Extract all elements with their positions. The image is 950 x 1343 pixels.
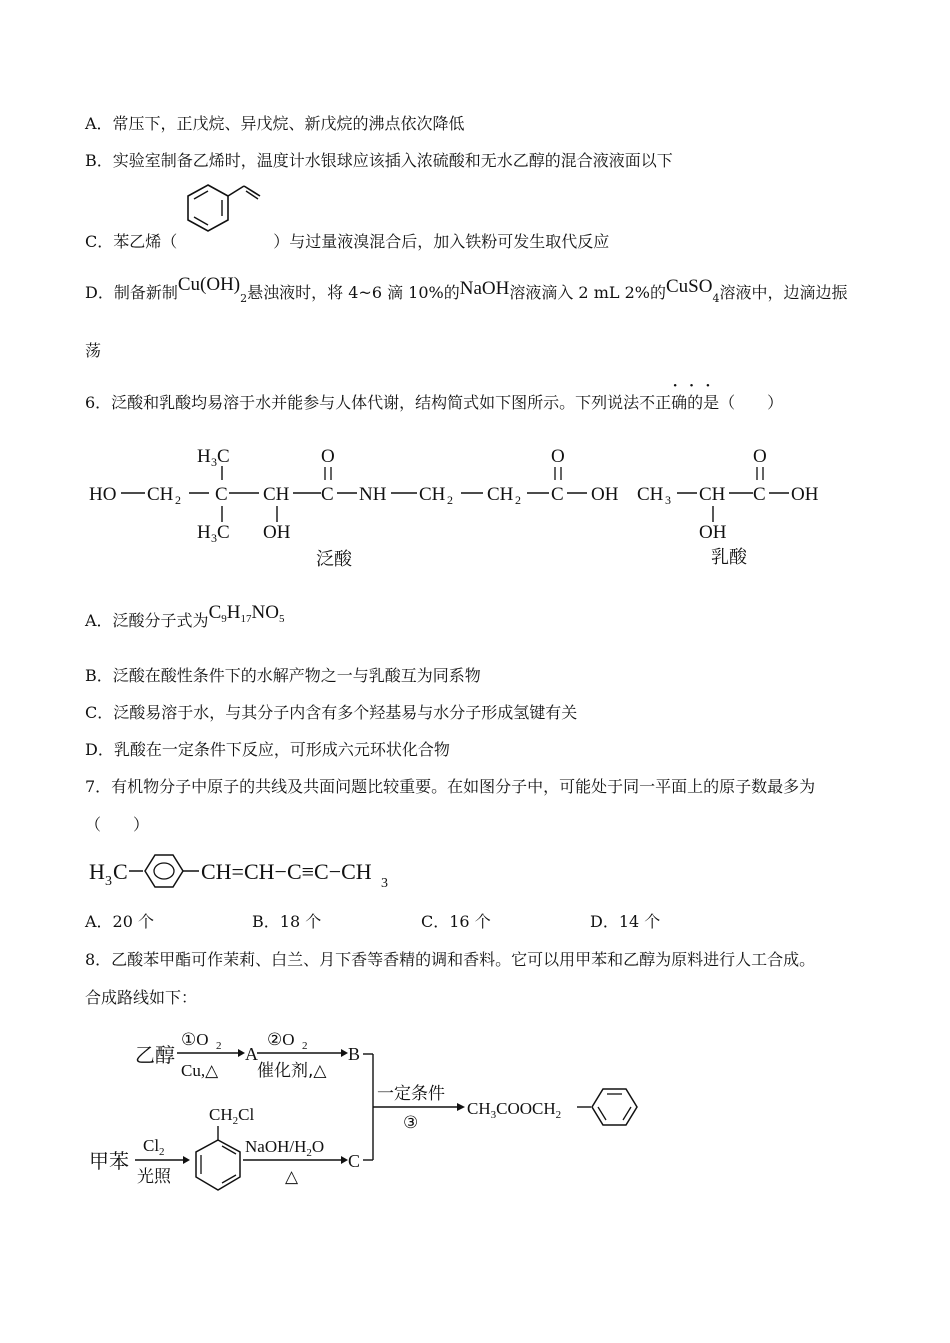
svg-text:2: 2 <box>515 493 521 507</box>
svg-text:C: C <box>217 522 230 543</box>
step3-marker: ③ <box>403 1113 419 1132</box>
q5-option-c <box>85 232 609 252</box>
compound-b: B <box>348 1044 361 1064</box>
svg-text:CH: CH <box>147 484 174 505</box>
q5-option-c-prefix: C．苯乙烯（ <box>85 232 178 251</box>
svg-text:CH: CH <box>699 484 726 505</box>
q5-option-d: D．制备新制$Cu(OH)_2$悬浊液时，将 4~6 滴 10%的NaOH溶液滴入 2 mL 2%的CuSO$_4$溶液中，边滴边振 <box>85 274 848 305</box>
svg-text:OH: OH <box>791 484 819 505</box>
q5-option-c-suffix: ）与过量液溴混合后，加入铁粉可发生取代反应 <box>273 232 610 251</box>
q6-option-a-text: A．泛酸分子式为 <box>85 611 209 630</box>
ch2cl-group: $CH_2Cl$ <box>209 1105 255 1127</box>
compound-c: C <box>348 1151 361 1171</box>
step1-reagent: ①O <box>181 1030 209 1049</box>
svg-text:CH: CH <box>263 484 290 505</box>
pantothenic-formula: $C_9H_{17}NO_5$ <box>208 602 285 625</box>
q7-option-d: D．14 个 <box>590 912 661 931</box>
q5-option-d-text-2: 悬浊液时，将 4~6 滴 10%的 <box>247 283 460 302</box>
svg-text:3: 3 <box>105 874 112 889</box>
q8-synthesis-route <box>85 1020 665 1210</box>
chlorine-reagent: Cl <box>143 1136 160 1155</box>
svg-text:O: O <box>551 446 565 467</box>
svg-text:C: C <box>113 859 128 884</box>
q8-stem-2: 合成路线如下： <box>85 988 198 1007</box>
step1-condition: Cu,△ <box>181 1061 219 1080</box>
q6-option-c: C．泛酸易溶于水，与其分子内含有多个羟基易与水分子形成氢键有关 <box>85 703 578 722</box>
toluene-label: 甲苯 <box>89 1151 129 1173</box>
svg-text:CH: CH <box>419 484 446 505</box>
q6-stem: 6．泛酸和乳酸均易溶于水并能参与人体代谢，结构简式如下图所示。下列说法不正确的是（ ） <box>85 393 784 412</box>
compound-a: A <box>245 1044 258 1064</box>
q7-stem: 7．有机物分子中原子的共线及共面问题比较重要。在如图分子中，可能处于同一平面上的原子数最多为 <box>85 777 816 796</box>
styrene-structure-icon <box>178 180 278 242</box>
svg-text:C: C <box>321 484 334 505</box>
svg-text:O: O <box>753 446 767 467</box>
svg-text:OH: OH <box>591 484 619 505</box>
q5-option-d-text-1: D．制备新制 <box>85 283 178 302</box>
svg-text:3: 3 <box>211 531 217 545</box>
q5-option-a: A．常压下，正戊烷、异戊烷、新戊烷的沸点依次降低 <box>85 114 465 133</box>
q5-option-b: B．实验室制备乙烯时，温度计水银球应该插入浓硫酸和无水乙醇的混合液液面以下 <box>85 151 673 170</box>
q5-option-d-text-4: 溶液中，边滴边振 <box>719 283 848 302</box>
step2-reagent: ②O <box>267 1030 295 1049</box>
label-lactic-acid: 乳酸 <box>711 547 747 568</box>
svg-text:C: C <box>551 484 564 505</box>
q7-molecule-structure <box>85 845 415 895</box>
q7-option-a: A．20 个 <box>85 912 155 931</box>
q5-option-d-cont: 荡 <box>85 341 102 360</box>
svg-text:2: 2 <box>159 1146 165 1158</box>
light-condition: 光照 <box>137 1167 171 1187</box>
svg-text:C: C <box>753 484 766 505</box>
oh-group: (OH) <box>200 274 241 295</box>
q7-paren: （ ） <box>85 815 150 834</box>
svg-text:O: O <box>321 446 335 467</box>
q6-option-b: B．泛酸在酸性条件下的水解产物之一与乳酸互为同系物 <box>85 666 481 685</box>
ethanol-label: 乙醇 <box>135 1045 175 1067</box>
q8-stem: 8．乙酸苯甲酯可作茉莉、白兰、月下香等香精的调和香料。它可以用甲苯和乙醇为原料进行人工合成。 <box>85 950 816 969</box>
svg-text:CH: CH <box>487 484 514 505</box>
svg-text:C: C <box>215 484 228 505</box>
svg-text:CH: CH <box>637 484 664 505</box>
emphasis-dots: ··· <box>672 373 722 397</box>
svg-text:3: 3 <box>381 876 388 891</box>
svg-text:H: H <box>197 522 211 543</box>
svg-text:2: 2 <box>447 493 453 507</box>
q7-formula-text: CH=CH−C≡C−CH <box>201 859 372 884</box>
q5-option-d-text-3: 溶液滴入 2 mL 2%的 <box>509 283 666 302</box>
svg-text:C: C <box>217 446 230 467</box>
cu-symbol: Cu <box>177 274 201 295</box>
naoh-formula: NaOH <box>459 278 510 299</box>
svg-text:H: H <box>89 859 105 884</box>
svg-text:3: 3 <box>211 455 217 469</box>
q7-option-b: B．18 个 <box>252 912 322 931</box>
naoh-water-reagent: NaOH/$H_2O$ <box>245 1137 325 1159</box>
svg-text:3: 3 <box>665 493 671 507</box>
svg-text:NH: NH <box>359 484 387 505</box>
q6-option-a <box>85 602 285 637</box>
heat-condition: △ <box>285 1167 299 1186</box>
final-condition: 一定条件 <box>377 1084 445 1104</box>
q6-option-d: D．乳酸在一定条件下反应，可形成六元环状化合物 <box>85 740 450 759</box>
product-formula: $CH_3COOCH_2$ <box>467 1099 562 1121</box>
q7-option-c: C．16 个 <box>421 912 491 931</box>
svg-text:2: 2 <box>216 1040 222 1052</box>
svg-text:HO: HO <box>89 484 117 505</box>
svg-text:H: H <box>197 446 211 467</box>
svg-text:OH: OH <box>699 522 727 543</box>
svg-text:2: 2 <box>302 1040 308 1052</box>
label-pantothenic-acid: 泛酸 <box>316 549 352 570</box>
step2-condition: 催化剂,△ <box>257 1061 327 1081</box>
cuso4-formula: CuSO <box>665 276 713 297</box>
svg-text:2: 2 <box>175 493 181 507</box>
svg-text:OH: OH <box>263 522 291 543</box>
